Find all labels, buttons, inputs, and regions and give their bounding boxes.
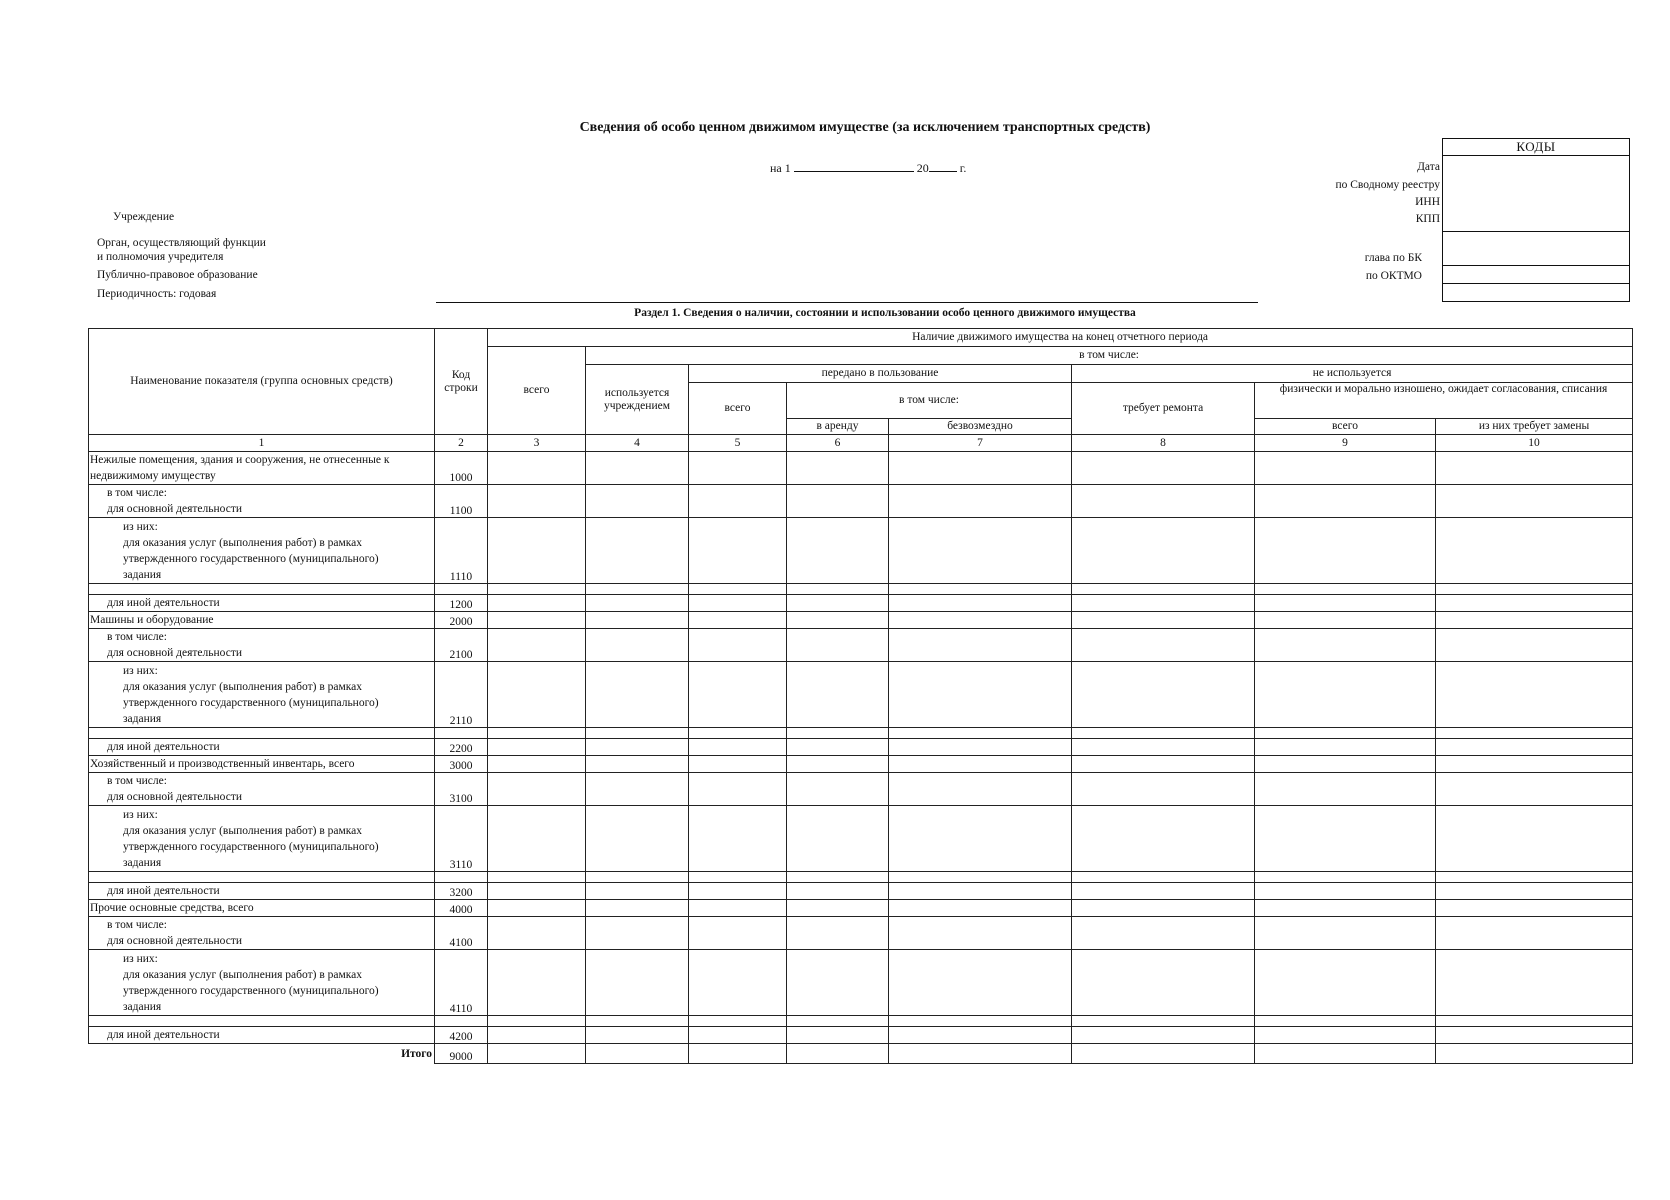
- value-cell[interactable]: [1255, 584, 1436, 595]
- column-number: 5: [689, 435, 787, 452]
- property-table: [88, 328, 1633, 1064]
- value-cell[interactable]: [1072, 883, 1255, 900]
- row-name: в том числе: для основной деятельности: [89, 917, 435, 950]
- row-name: для иной деятельности: [89, 883, 435, 900]
- row-code: 4000: [435, 900, 488, 917]
- value-cell[interactable]: [787, 584, 889, 595]
- value-cell[interactable]: [1072, 900, 1255, 917]
- value-cell[interactable]: [787, 950, 889, 1016]
- row-code: 4200: [435, 1027, 488, 1044]
- value-cell[interactable]: [1436, 518, 1633, 584]
- value-cell[interactable]: [1072, 1044, 1255, 1064]
- value-cell[interactable]: [889, 584, 1072, 595]
- value-cell[interactable]: [787, 756, 889, 773]
- value-cell[interactable]: [889, 756, 1072, 773]
- header-repair: требует ремонта: [1072, 383, 1255, 435]
- value-cell[interactable]: [1436, 1016, 1633, 1027]
- value-cell[interactable]: [1436, 584, 1633, 595]
- value-cell[interactable]: [1072, 1027, 1255, 1044]
- value-cell[interactable]: [889, 950, 1072, 1016]
- value-cell[interactable]: [488, 756, 586, 773]
- value-cell[interactable]: [1255, 662, 1436, 728]
- header-worn-total: всего: [1255, 419, 1436, 435]
- value-cell[interactable]: [1255, 773, 1436, 806]
- spacer-cell: [89, 872, 435, 883]
- founder-label-line2: и полномочия учредителя: [97, 251, 224, 263]
- date-year-prefix: 20: [916, 161, 929, 175]
- table-row: [89, 485, 1633, 518]
- value-cell[interactable]: [1436, 950, 1633, 1016]
- value-cell[interactable]: [586, 629, 689, 662]
- value-cell[interactable]: [689, 806, 787, 872]
- value-cell[interactable]: [488, 1016, 586, 1027]
- spacer-row: [89, 1016, 1633, 1027]
- column-number: 8: [1072, 435, 1255, 452]
- value-cell[interactable]: [1072, 1016, 1255, 1027]
- value-cell[interactable]: [787, 452, 889, 485]
- value-cell[interactable]: [586, 728, 689, 739]
- value-cell[interactable]: [586, 1044, 689, 1064]
- table-row: [89, 883, 1633, 900]
- row-code: 1100: [435, 485, 488, 518]
- row-name: Прочие основные средства, всего: [89, 900, 435, 917]
- value-cell[interactable]: [689, 883, 787, 900]
- table-row: [89, 662, 1633, 728]
- table-row: [89, 629, 1633, 662]
- spacer-cell: [435, 728, 488, 739]
- value-cell[interactable]: [689, 1027, 787, 1044]
- table-row: [89, 595, 1633, 612]
- value-cell[interactable]: [586, 917, 689, 950]
- institution-label: Учреждение: [113, 211, 175, 223]
- table-row: [89, 1027, 1633, 1044]
- row-name: Нежилые помещения, здания и сооружения, не отнесенные к недвижимому имуществу: [89, 452, 435, 485]
- header-name: Наименование показателя (группа основных средств): [89, 329, 435, 435]
- value-cell[interactable]: [586, 584, 689, 595]
- column-number: 4: [586, 435, 689, 452]
- value-cell[interactable]: [1255, 900, 1436, 917]
- spacer-cell: [89, 1016, 435, 1027]
- row-name: из них: для оказания услуг (выполнения работ) в рамках утвержденного государственного (муниципального) задания: [89, 662, 435, 728]
- value-cell[interactable]: [1436, 900, 1633, 917]
- value-cell[interactable]: [1255, 1027, 1436, 1044]
- value-cell[interactable]: [586, 485, 689, 518]
- value-cell[interactable]: [586, 950, 689, 1016]
- date-day-month-field[interactable]: [794, 160, 914, 172]
- date-year-field[interactable]: [929, 160, 957, 172]
- value-cell[interactable]: [1436, 739, 1633, 756]
- table-row: [89, 739, 1633, 756]
- value-cell[interactable]: [488, 452, 586, 485]
- value-cell[interactable]: [1436, 612, 1633, 629]
- periodicity-label: Периодичность: годовая: [97, 288, 217, 300]
- value-cell[interactable]: [488, 883, 586, 900]
- value-cell[interactable]: [488, 662, 586, 728]
- codes-divider: [1443, 265, 1629, 266]
- column-number: 7: [889, 435, 1072, 452]
- value-cell[interactable]: [1255, 485, 1436, 518]
- value-cell[interactable]: [689, 518, 787, 584]
- value-cell[interactable]: [889, 739, 1072, 756]
- value-cell[interactable]: [787, 883, 889, 900]
- value-cell[interactable]: [1436, 629, 1633, 662]
- row-code: 2110: [435, 662, 488, 728]
- value-cell[interactable]: [488, 728, 586, 739]
- value-cell[interactable]: [889, 1044, 1072, 1064]
- value-cell[interactable]: [1436, 485, 1633, 518]
- value-cell[interactable]: [488, 485, 586, 518]
- row-code: 1000: [435, 452, 488, 485]
- code-label-kpp: КПП: [1415, 213, 1440, 225]
- value-cell[interactable]: [787, 728, 889, 739]
- value-cell[interactable]: [586, 1016, 689, 1027]
- row-name: Машины и оборудование: [89, 612, 435, 629]
- header-rent: в аренду: [787, 419, 889, 435]
- value-cell[interactable]: [488, 584, 586, 595]
- value-cell[interactable]: [787, 629, 889, 662]
- founder-label-line1: Орган, осуществляющий функции: [97, 237, 266, 249]
- value-cell[interactable]: [1436, 756, 1633, 773]
- value-cell[interactable]: [1255, 756, 1436, 773]
- header-replace: из них требует замены: [1436, 419, 1633, 435]
- value-cell[interactable]: [787, 773, 889, 806]
- value-cell[interactable]: [889, 728, 1072, 739]
- value-cell[interactable]: [586, 518, 689, 584]
- value-cell[interactable]: [689, 1016, 787, 1027]
- row-code: 2000: [435, 612, 488, 629]
- code-label-oktmo: по ОКТМО: [1365, 270, 1422, 282]
- value-cell[interactable]: [488, 950, 586, 1016]
- value-cell[interactable]: [1436, 773, 1633, 806]
- column-number: 10: [1436, 435, 1633, 452]
- codes-box: [1442, 138, 1630, 302]
- value-cell[interactable]: [889, 773, 1072, 806]
- value-cell[interactable]: [1072, 452, 1255, 485]
- value-cell[interactable]: [586, 773, 689, 806]
- value-cell[interactable]: [488, 917, 586, 950]
- value-cell[interactable]: [1255, 883, 1436, 900]
- row-name: в том числе: для основной деятельности: [89, 485, 435, 518]
- row-name: для иной деятельности: [89, 1027, 435, 1044]
- row-name: для иной деятельности: [89, 595, 435, 612]
- value-cell[interactable]: [1255, 728, 1436, 739]
- row-name: из них: для оказания услуг (выполнения работ) в рамках утвержденного государственного (муниципального) задания: [89, 950, 435, 1016]
- header-worn: физически и морально изношено, ожидает согласования, списания: [1255, 383, 1633, 419]
- row-code: 3000: [435, 756, 488, 773]
- codes-divider: [1443, 283, 1629, 284]
- value-cell[interactable]: [1436, 662, 1633, 728]
- value-cell[interactable]: [889, 872, 1072, 883]
- value-cell[interactable]: [488, 806, 586, 872]
- header-used: используется учреждением: [586, 365, 689, 435]
- table-row: [89, 917, 1633, 950]
- value-cell[interactable]: [1072, 728, 1255, 739]
- column-numbers-row: [89, 435, 1633, 452]
- value-cell[interactable]: [689, 485, 787, 518]
- codes-divider: [1443, 231, 1629, 232]
- value-cell[interactable]: [586, 612, 689, 629]
- value-cell[interactable]: [1255, 595, 1436, 612]
- value-cell[interactable]: [689, 595, 787, 612]
- value-cell[interactable]: [1255, 518, 1436, 584]
- column-number: 6: [787, 435, 889, 452]
- value-cell[interactable]: [1436, 452, 1633, 485]
- header-free: безвозмездно: [889, 419, 1072, 435]
- value-cell[interactable]: [1255, 950, 1436, 1016]
- value-cell[interactable]: [488, 872, 586, 883]
- row-code: 3200: [435, 883, 488, 900]
- value-cell[interactable]: [1255, 739, 1436, 756]
- value-cell[interactable]: [1255, 917, 1436, 950]
- value-cell[interactable]: [586, 900, 689, 917]
- value-cell[interactable]: [1255, 1016, 1436, 1027]
- value-cell[interactable]: [889, 883, 1072, 900]
- value-cell[interactable]: [689, 950, 787, 1016]
- header-availability: Наличие движимого имущества на конец отчетного периода: [488, 329, 1633, 347]
- row-code: 2200: [435, 739, 488, 756]
- value-cell[interactable]: [787, 806, 889, 872]
- value-cell[interactable]: [1436, 1027, 1633, 1044]
- value-cell[interactable]: [586, 452, 689, 485]
- table-row: [89, 900, 1633, 917]
- value-cell[interactable]: [1255, 806, 1436, 872]
- total-label: Итого: [89, 1044, 435, 1064]
- value-cell[interactable]: [889, 518, 1072, 584]
- form-title: Сведения об особо ценном движимом имуществе (за исключением транспортных средств): [579, 120, 1151, 135]
- value-cell[interactable]: [787, 900, 889, 917]
- row-name: для иной деятельности: [89, 739, 435, 756]
- section-title: Раздел 1. Сведения о наличии, состоянии и использовании особо ценного движимого имущества: [634, 307, 1136, 319]
- header-transferred-incl: в том числе:: [787, 383, 1072, 419]
- total-row: [89, 1044, 1633, 1064]
- value-cell[interactable]: [1436, 917, 1633, 950]
- table-row: [89, 452, 1633, 485]
- value-cell[interactable]: [787, 662, 889, 728]
- value-cell[interactable]: [689, 872, 787, 883]
- spacer-cell: [435, 584, 488, 595]
- spacer-row: [89, 872, 1633, 883]
- row-code: 1110: [435, 518, 488, 584]
- row-code: 1200: [435, 595, 488, 612]
- value-cell[interactable]: [1255, 452, 1436, 485]
- value-cell[interactable]: [889, 1027, 1072, 1044]
- value-cell[interactable]: [488, 595, 586, 612]
- value-cell[interactable]: [1072, 584, 1255, 595]
- value-cell[interactable]: [787, 739, 889, 756]
- header-incl: в том числе:: [586, 347, 1633, 365]
- column-number: 9: [1255, 435, 1436, 452]
- row-name: в том числе: для основной деятельности: [89, 773, 435, 806]
- header-transferred: передано в пользование: [689, 365, 1072, 383]
- value-cell[interactable]: [689, 584, 787, 595]
- row-name: из них: для оказания услуг (выполнения работ) в рамках утвержденного государственного (муниципального) задания: [89, 806, 435, 872]
- value-cell[interactable]: [787, 595, 889, 612]
- value-cell[interactable]: [1072, 518, 1255, 584]
- spacer-cell: [89, 728, 435, 739]
- header-transferred-total: всего: [689, 383, 787, 435]
- value-cell[interactable]: [889, 485, 1072, 518]
- value-cell[interactable]: [1072, 595, 1255, 612]
- value-cell[interactable]: [1436, 872, 1633, 883]
- value-cell[interactable]: [586, 595, 689, 612]
- spacer-row: [89, 584, 1633, 595]
- codes-header: КОДЫ: [1516, 139, 1556, 154]
- value-cell[interactable]: [1072, 612, 1255, 629]
- row-name: из них: для оказания услуг (выполнения работ) в рамках утвержденного государственного (муниципального) задания: [89, 518, 435, 584]
- row-code: 4110: [435, 950, 488, 1016]
- value-cell[interactable]: [1072, 756, 1255, 773]
- value-cell[interactable]: [488, 612, 586, 629]
- value-cell[interactable]: [1072, 773, 1255, 806]
- value-cell[interactable]: [1255, 612, 1436, 629]
- table-row: [89, 773, 1633, 806]
- report-date-line: [770, 160, 966, 176]
- value-cell[interactable]: [1072, 806, 1255, 872]
- value-cell[interactable]: [889, 612, 1072, 629]
- value-cell[interactable]: [889, 806, 1072, 872]
- value-cell[interactable]: [1072, 485, 1255, 518]
- value-cell[interactable]: [689, 728, 787, 739]
- row-code: 4100: [435, 917, 488, 950]
- table-row: [89, 612, 1633, 629]
- row-code: 2100: [435, 629, 488, 662]
- value-cell[interactable]: [586, 739, 689, 756]
- value-cell[interactable]: [488, 1027, 586, 1044]
- row-code: 3110: [435, 806, 488, 872]
- codes-divider: [1443, 155, 1629, 156]
- value-cell[interactable]: [689, 1044, 787, 1064]
- code-label-bk: глава по БК: [1364, 252, 1422, 264]
- value-cell[interactable]: [1072, 629, 1255, 662]
- municipality-label: Публично-правовое образование: [97, 269, 258, 281]
- value-cell[interactable]: [787, 485, 889, 518]
- value-cell[interactable]: [689, 739, 787, 756]
- spacer-cell: [435, 872, 488, 883]
- header-separator-line: [436, 302, 1258, 303]
- value-cell[interactable]: [889, 629, 1072, 662]
- table-row: [89, 518, 1633, 584]
- value-cell[interactable]: [787, 1027, 889, 1044]
- code-label-inn: ИНН: [1415, 196, 1440, 208]
- value-cell[interactable]: [1072, 662, 1255, 728]
- value-cell[interactable]: [689, 900, 787, 917]
- table-row: [89, 950, 1633, 1016]
- value-cell[interactable]: [787, 872, 889, 883]
- value-cell[interactable]: [488, 739, 586, 756]
- value-cell[interactable]: [586, 662, 689, 728]
- table-row: [89, 756, 1633, 773]
- value-cell[interactable]: [488, 900, 586, 917]
- code-label-date: Дата: [1417, 161, 1440, 173]
- value-cell[interactable]: [586, 883, 689, 900]
- value-cell[interactable]: [889, 452, 1072, 485]
- value-cell[interactable]: [787, 612, 889, 629]
- spacer-cell: [89, 584, 435, 595]
- value-cell[interactable]: [689, 612, 787, 629]
- value-cell[interactable]: [689, 756, 787, 773]
- value-cell[interactable]: [586, 756, 689, 773]
- value-cell[interactable]: [1255, 872, 1436, 883]
- value-cell[interactable]: [787, 518, 889, 584]
- header-total: всего: [488, 347, 586, 435]
- value-cell[interactable]: [488, 773, 586, 806]
- value-cell[interactable]: [1255, 1044, 1436, 1064]
- value-cell[interactable]: [586, 872, 689, 883]
- value-cell[interactable]: [787, 1044, 889, 1064]
- value-cell[interactable]: [1436, 883, 1633, 900]
- column-number: 1: [89, 435, 435, 452]
- total-code: 9000: [435, 1044, 488, 1064]
- date-suffix: г.: [959, 161, 967, 175]
- value-cell[interactable]: [1436, 595, 1633, 612]
- value-cell[interactable]: [1072, 950, 1255, 1016]
- column-number: 2: [435, 435, 488, 452]
- header-not-used: не используется: [1072, 365, 1633, 383]
- value-cell[interactable]: [689, 452, 787, 485]
- value-cell[interactable]: [1436, 728, 1633, 739]
- header-code: Код строки: [435, 329, 488, 435]
- value-cell[interactable]: [787, 1016, 889, 1027]
- row-name: в том числе: для основной деятельности: [89, 629, 435, 662]
- row-name: Хозяйственный и производственный инвентарь, всего: [89, 756, 435, 773]
- date-prefix: на 1: [770, 161, 791, 175]
- value-cell[interactable]: [1072, 917, 1255, 950]
- value-cell[interactable]: [586, 1027, 689, 1044]
- row-code: 3100: [435, 773, 488, 806]
- value-cell[interactable]: [1436, 806, 1633, 872]
- value-cell[interactable]: [488, 1044, 586, 1064]
- value-cell[interactable]: [488, 518, 586, 584]
- value-cell[interactable]: [889, 1016, 1072, 1027]
- value-cell[interactable]: [889, 900, 1072, 917]
- value-cell[interactable]: [1072, 739, 1255, 756]
- value-cell[interactable]: [1436, 1044, 1633, 1064]
- value-cell[interactable]: [689, 629, 787, 662]
- value-cell[interactable]: [1072, 872, 1255, 883]
- value-cell[interactable]: [1255, 629, 1436, 662]
- value-cell[interactable]: [689, 773, 787, 806]
- code-label-registry: по Сводному реестру: [1335, 179, 1440, 191]
- value-cell[interactable]: [889, 917, 1072, 950]
- value-cell[interactable]: [689, 662, 787, 728]
- value-cell[interactable]: [488, 629, 586, 662]
- value-cell[interactable]: [787, 917, 889, 950]
- value-cell[interactable]: [689, 917, 787, 950]
- value-cell[interactable]: [889, 662, 1072, 728]
- table-row: [89, 806, 1633, 872]
- spacer-row: [89, 728, 1633, 739]
- value-cell[interactable]: [889, 595, 1072, 612]
- column-number: 3: [488, 435, 586, 452]
- value-cell[interactable]: [586, 806, 689, 872]
- spacer-cell: [435, 1016, 488, 1027]
